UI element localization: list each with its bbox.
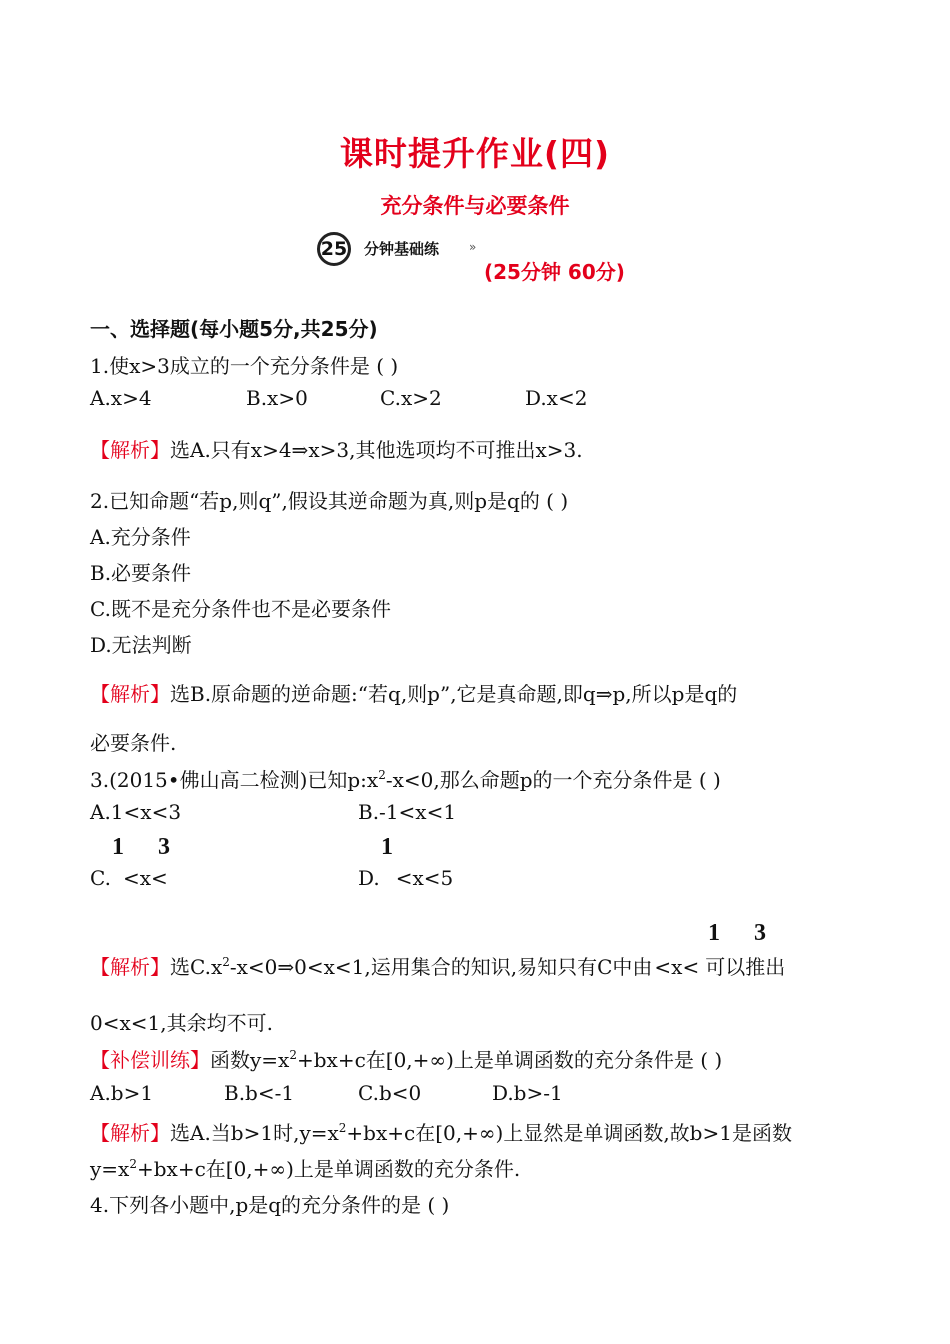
q3-option-a: A.1<x<3	[90, 800, 182, 824]
supplement-analysis-line2: $y=x^2+bx+c$在[0,+∞)上是单调函数的充分条件.	[90, 1157, 521, 1181]
page-title: 课时提升作业(四)	[339, 134, 611, 173]
q3-option-b: B.-1<x<1	[358, 800, 457, 824]
q2-option-b: B.必要条件	[90, 561, 192, 585]
q2-option-a: A.充分条件	[90, 525, 191, 549]
badge-number: 25	[317, 232, 351, 266]
q3-stem: 3.(2015•佛山高二检测)已知$p:x^2-x<0$,那么命题p的一个充分条件是 ( )	[90, 768, 721, 792]
practice-badge	[313, 232, 493, 266]
analysis-tag: 【解析】	[90, 955, 170, 979]
q2-analysis	[90, 678, 737, 707]
supplement-analysis: 【解析】选A.当b>1时$,y=x^2+bx+c$在[0,+∞)上显然是单调函数,故b>1是函数	[90, 1121, 792, 1145]
q1-option-d: D.x<2	[525, 386, 588, 410]
q1-option-a: A.x>4	[90, 386, 152, 410]
q4-stem: 4.下列各小题中,p是q的充分条件的是 ( )	[90, 1193, 450, 1217]
analysis-tag: 【解析】	[90, 682, 170, 706]
q2-option-c: C.既不是充分条件也不是必要条件	[90, 597, 391, 621]
supplement-option-c: C.b<0	[358, 1081, 422, 1105]
q3-analysis-line2: 0<x<1,其余均不可.	[90, 1011, 273, 1035]
q2-stem: 2.已知命题“若p,则q”,假设其逆命题为真,则p是q的 ( )	[90, 489, 569, 513]
q2-analysis-line2: 必要条件.	[90, 731, 177, 755]
q3-analysis-fraction-1: 1	[708, 920, 720, 946]
supplement-option-a: A.b>1	[90, 1081, 154, 1105]
q3-d-fraction-1: 1	[381, 834, 393, 860]
q2-option-d: D.无法判断	[90, 633, 192, 657]
q3-analysis: 【解析】选$C.x^2-x<0\Rightarrow 0<x<1$,运用集合的知识,易知只有C中由 <x< 可以推出	[90, 955, 786, 979]
q3-option-c: C. <x<	[90, 866, 168, 890]
q1-analysis-text: 选A.只有x>4⇒x>3,其他选项均不可推出x>3.	[170, 438, 583, 462]
q3-option-d: D. <x<5	[358, 866, 454, 890]
double-arrow-icon: »	[469, 240, 477, 254]
badge-text: 分钟基础练	[361, 238, 442, 259]
supplement-option-d: D.b>-1	[492, 1081, 563, 1105]
q1-option-c: C.x>2	[380, 386, 442, 410]
supplement-stem: 【补偿训练】函数$y=x^2+bx+c$在[0,+∞)上是单调函数的充分条件是 ( )	[90, 1048, 723, 1072]
q2-analysis-line1: 选B.原命题的逆命题:“若q,则p”,它是真命题,即q⇒p,所以p是q的	[170, 682, 738, 706]
q1-analysis	[90, 434, 583, 463]
q1-stem: 1.使x>3成立的一个充分条件是 ( )	[90, 354, 399, 378]
supplement-tag: 【补偿训练】	[90, 1048, 210, 1072]
supplement-option-b: B.b<-1	[224, 1081, 295, 1105]
time-score-note: (25分钟 60分)	[484, 260, 625, 284]
q1-option-b: B.x>0	[246, 386, 308, 410]
q3-analysis-fraction-3: 3	[754, 920, 766, 946]
q3-c-fraction-1: 1	[112, 834, 124, 860]
analysis-tag: 【解析】	[90, 1121, 170, 1145]
page-subtitle: 充分条件与必要条件	[380, 194, 570, 218]
q3-c-fraction-3: 3	[158, 834, 170, 860]
section-heading: 一、选择题(每小题5分,共25分)	[90, 317, 378, 341]
analysis-tag: 【解析】	[90, 438, 170, 462]
